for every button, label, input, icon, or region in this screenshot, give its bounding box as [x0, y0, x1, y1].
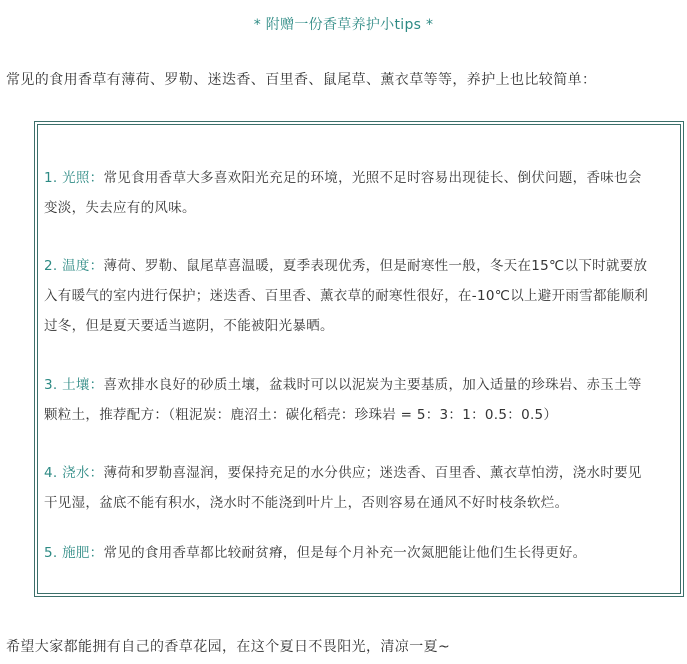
tip-fertilizing-heading: 5. 施肥：: [44, 545, 104, 561]
tip-watering-heading: 4. 浇水：: [44, 465, 104, 481]
tip-light-heading: 1. 光照：: [44, 170, 104, 186]
closing-paragraph: 希望大家都能拥有自己的香草花园，在这个夏日不畏阳光，清凉一夏~: [6, 639, 451, 655]
tip-soil: [44, 370, 654, 430]
tip-soil-heading: 3. 土壤：: [44, 377, 104, 393]
tip-temperature: [44, 251, 654, 341]
tip-temperature-heading: 2. 温度：: [44, 258, 104, 274]
tips-box: [34, 121, 684, 597]
tip-light-text: 常见食用香草大多喜欢阳光充足的环境，光照不足时容易出现徒长、倒伏问题，香味也会变淡，失去应有的风味。: [44, 170, 642, 216]
tip-watering-text: 薄荷和罗勒喜湿润，要保持充足的水分供应；迷迭香、百里香、薰衣草怕涝，浇水时要见干见湿，盆底不能有积水，浇水时不能浇到叶片上，否则容易在通风不好时枝条软烂。: [44, 465, 642, 511]
tip-fertilizing: [44, 538, 654, 568]
section-title: * 附赠一份香草养护小tips *: [253, 17, 434, 33]
tip-fertilizing-text: 常见的食用香草都比较耐贫瘠，但是每个月补充一次氮肥能让他们生长得更好。: [103, 545, 587, 561]
intro-paragraph: 常见的食用香草有薄荷、罗勒、迷迭香、百里香、鼠尾草、薰衣草等等，养护上也比较简单：: [6, 72, 597, 88]
tip-temperature-text: 薄荷、罗勒、鼠尾草喜温暖，夏季表现优秀，但是耐寒性一般，冬天在15℃以下时就要放入有暖气的室内进行保护；迷迭香、百里香、薰衣草的耐寒性很好，在-10℃以上避开雨雪都能顺利过冬，但是夏天要适当遮阴，不能被阳光暴晒。: [44, 258, 649, 334]
tip-light: [44, 163, 654, 223]
tip-soil-text: 喜欢排水良好的砂质土壤，盆栽时可以以泥炭为主要基质，加入适量的珍珠岩、赤玉土等颗粒土，推荐配方：（粗泥炭：鹿沼土：碳化稻壳：珍珠岩 = 5：3：1：0.5：0.5）: [44, 377, 642, 423]
tip-watering: [44, 458, 654, 518]
